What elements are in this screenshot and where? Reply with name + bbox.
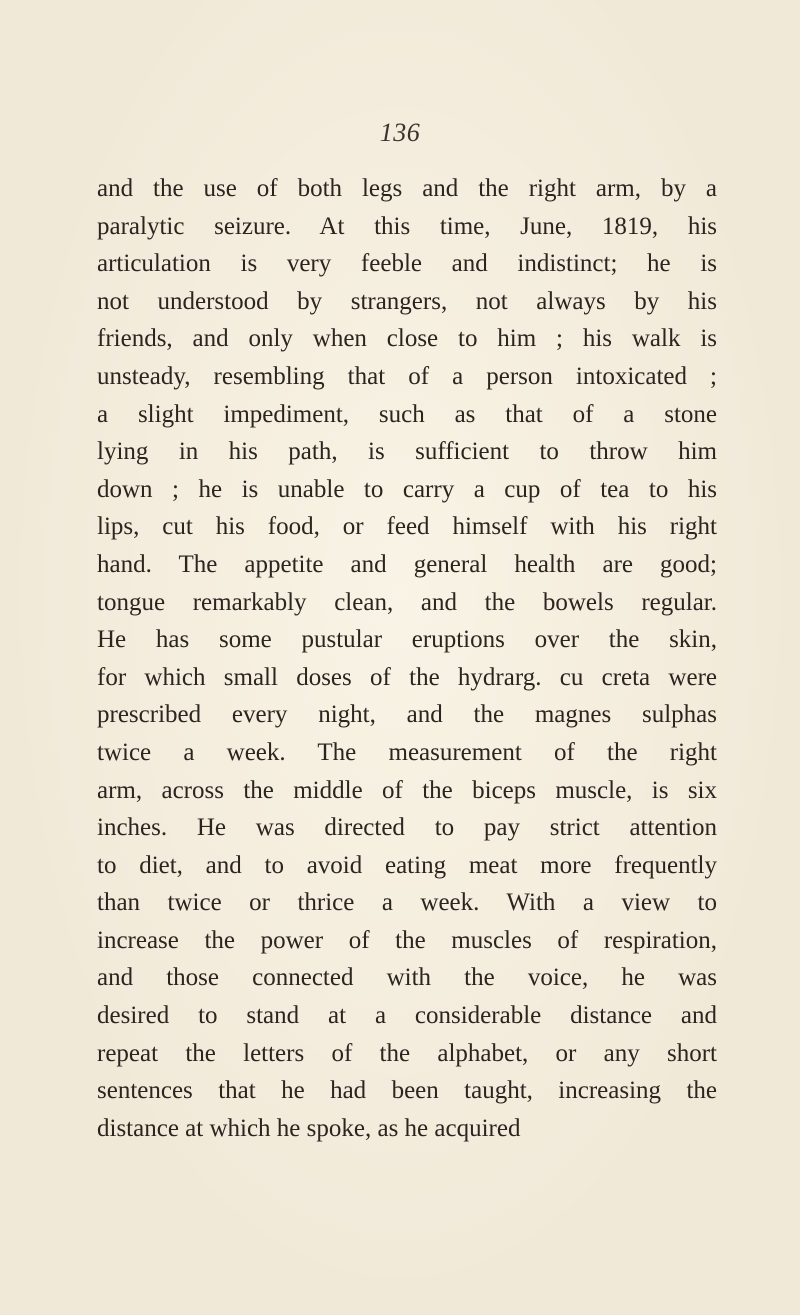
body-text [97, 170, 717, 1147]
text-line: lying in his path, is sufficient to throw him [97, 438, 717, 466]
text-line: inches. He was directed to pay strict attention [97, 814, 717, 842]
text-line: and those connected with the voice, he was [97, 964, 717, 992]
text-line: tongue remarkably clean, and the bowels regular. [97, 588, 717, 616]
text-line: distance at which he spoke, as he acquired [97, 1114, 521, 1142]
text-line: friends, and only when close to him ; his walk is [97, 325, 717, 353]
text-line: to diet, and to avoid eating meat more frequently [97, 851, 717, 879]
text-line: for which small doses of the hydrarg. cu creta were [97, 663, 717, 691]
text-line: sentences that he had been taught, increasing the [97, 1077, 717, 1105]
text-line: increase the power of the muscles of respiration, [97, 926, 717, 954]
text-line: He has some pustular eruptions over the skin, [97, 626, 717, 654]
text-line: desired to stand at a considerable distance and [97, 1002, 717, 1030]
text-line: articulation is very feeble and indistinct; he is [97, 250, 717, 278]
text-line: prescribed every night, and the magnes sulphas [97, 701, 717, 729]
text-line: than twice or thrice a week. With a view to [97, 889, 717, 917]
text-line: lips, cut his food, or feed himself with his right [97, 513, 717, 541]
text-line: and the use of both legs and the right arm, by a [97, 175, 717, 202]
text-line: unsteady, resembling that of a person intoxicated ; [97, 362, 717, 390]
text-line: a slight impediment, such as that of a stone [97, 400, 717, 428]
text-line: repeat the letters of the alphabet, or any short [97, 1039, 717, 1067]
text-line: paralytic seizure. At this time, June, 1819, his [97, 212, 717, 240]
page-number: 136 [379, 118, 421, 147]
text-line: arm, across the middle of the biceps muscle, is six [97, 776, 717, 804]
text-line: down ; he is unable to carry a cup of tea to his [97, 475, 717, 503]
text-line: not understood by strangers, not always by his [97, 287, 717, 315]
text-line: twice a week. The measurement of the right [97, 738, 717, 766]
text-line: hand. The appetite and general health are good; [97, 550, 717, 578]
